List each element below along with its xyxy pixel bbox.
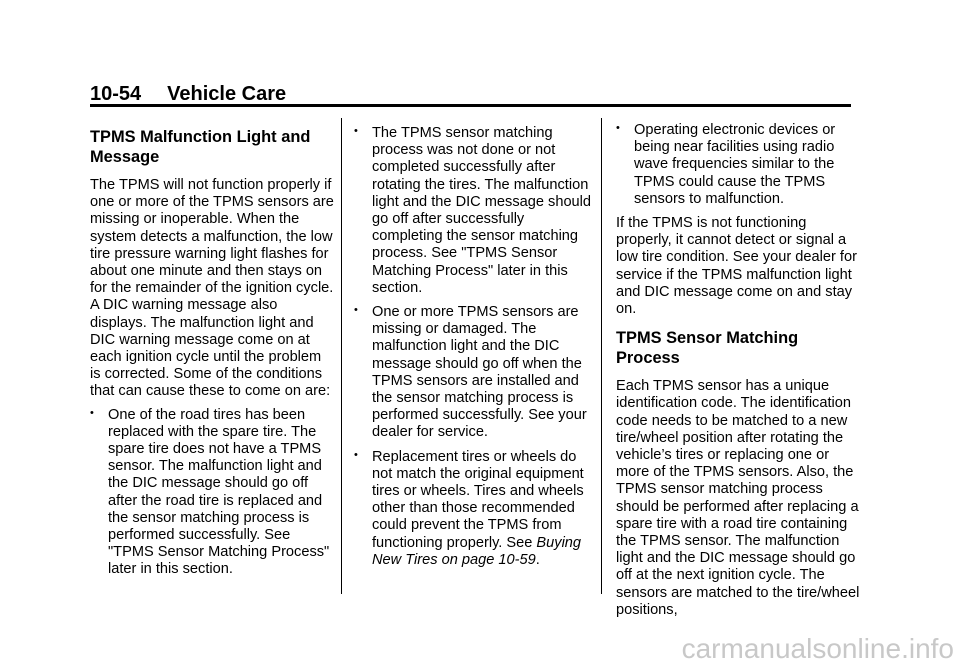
list-item [616,122,860,208]
watermark: carmanualsonline.info [681,633,954,664]
paragraph-malfunction-intro: The TPMS will not function properly if one or more of the TPMS sensors are missing or inoperable. When the system detects a malfunction, the low tire pressure warning light flashes for about one minute and then stays on for the remainder of the ignition cycle. A DIC warning message also displays. The malfunction light and DIC warning message come on at each ignition cycle until the problem is corrected. Some of the conditions that can cause these to come on are: [90,177,334,400]
list-item-text: One or more TPMS sensors are missing or damaged. The malfunction light and the DIC message should go off when the TPMS sensors are installed and the sensor matching process is performed successfully. See your dealer for service. [372,304,587,441]
section-title: Vehicle Care [167,83,287,105]
list-item-text: One of the road tires has been replaced with the spare tire. The spare tire does not have a TPMS sensor. The malfunction light and the DIC message should go off after the road tire is replaced and the sensor matching process is performed successfully. See "TPMS Sensor Matching Process" later in this section. [108,406,330,578]
page-header [90,82,286,106]
heading-sensor-matching: TPMS Sensor Matching Process [616,329,799,368]
list-item-text: The TPMS sensor matching process was not done or not completed successfully after rotating the tires. The malfunction light and the DIC message should go off after successfully completing the sensor matching process. See "TPMS Sensor Matching Process" later in this section. [372,125,592,296]
list-item [354,304,594,442]
bullet-icon: • [354,125,358,137]
list-item [354,125,594,297]
list-item-text: Replacement tires or wheels do not match the original equipment tires or wheels. Tires and wheels other than those recommended could prevent the TPMS from functioning properly. See [372,448,584,551]
bullet-icon: • [354,304,358,317]
column-1 [90,122,334,586]
bullet-icon: • [90,406,94,419]
column-divider-2 [601,118,602,594]
list-item-text-end: . [535,551,540,568]
list-item [90,407,334,579]
bullet-icon: • [616,122,620,134]
list-item [354,449,594,569]
column-divider-1 [341,118,342,594]
paragraph-sensor-matching: Each TPMS sensor has a unique identification code. The identification code needs to be matched to a new tire/wheel position after rotating the vehicle’s tires or replacing one or more of the TPMS sensors. Also, the TPMS sensor matching process should be performed after replacing a spare tire with a road tire containing the TPMS sensor. The malfunction light and the DIC message should go off at the next ignition cycle. The sensors are matched to the tire/wheel positions, [616,378,860,618]
bullet-icon: • [354,448,358,461]
column-2 [354,125,594,576]
cross-reference-link[interactable]: Buying New Tires on page 10-59 [372,534,582,568]
header-rule [90,104,851,107]
paragraph-not-functioning: If the TPMS is not functioning properly, it cannot detect or signal a low tire condition. See your dealer for service if the TPMS malfunction light and DIC message come on and stay on. [616,215,857,318]
page-number: 10-54 [90,83,142,105]
heading-malfunction-light: TPMS Malfunction Light and Message [90,128,311,166]
column-3 [616,122,860,625]
list-item-text: Operating electronic devices or being near facilities using radio wave frequencies similar to the TPMS could cause the TPMS sensors to malfunction. [634,122,836,207]
